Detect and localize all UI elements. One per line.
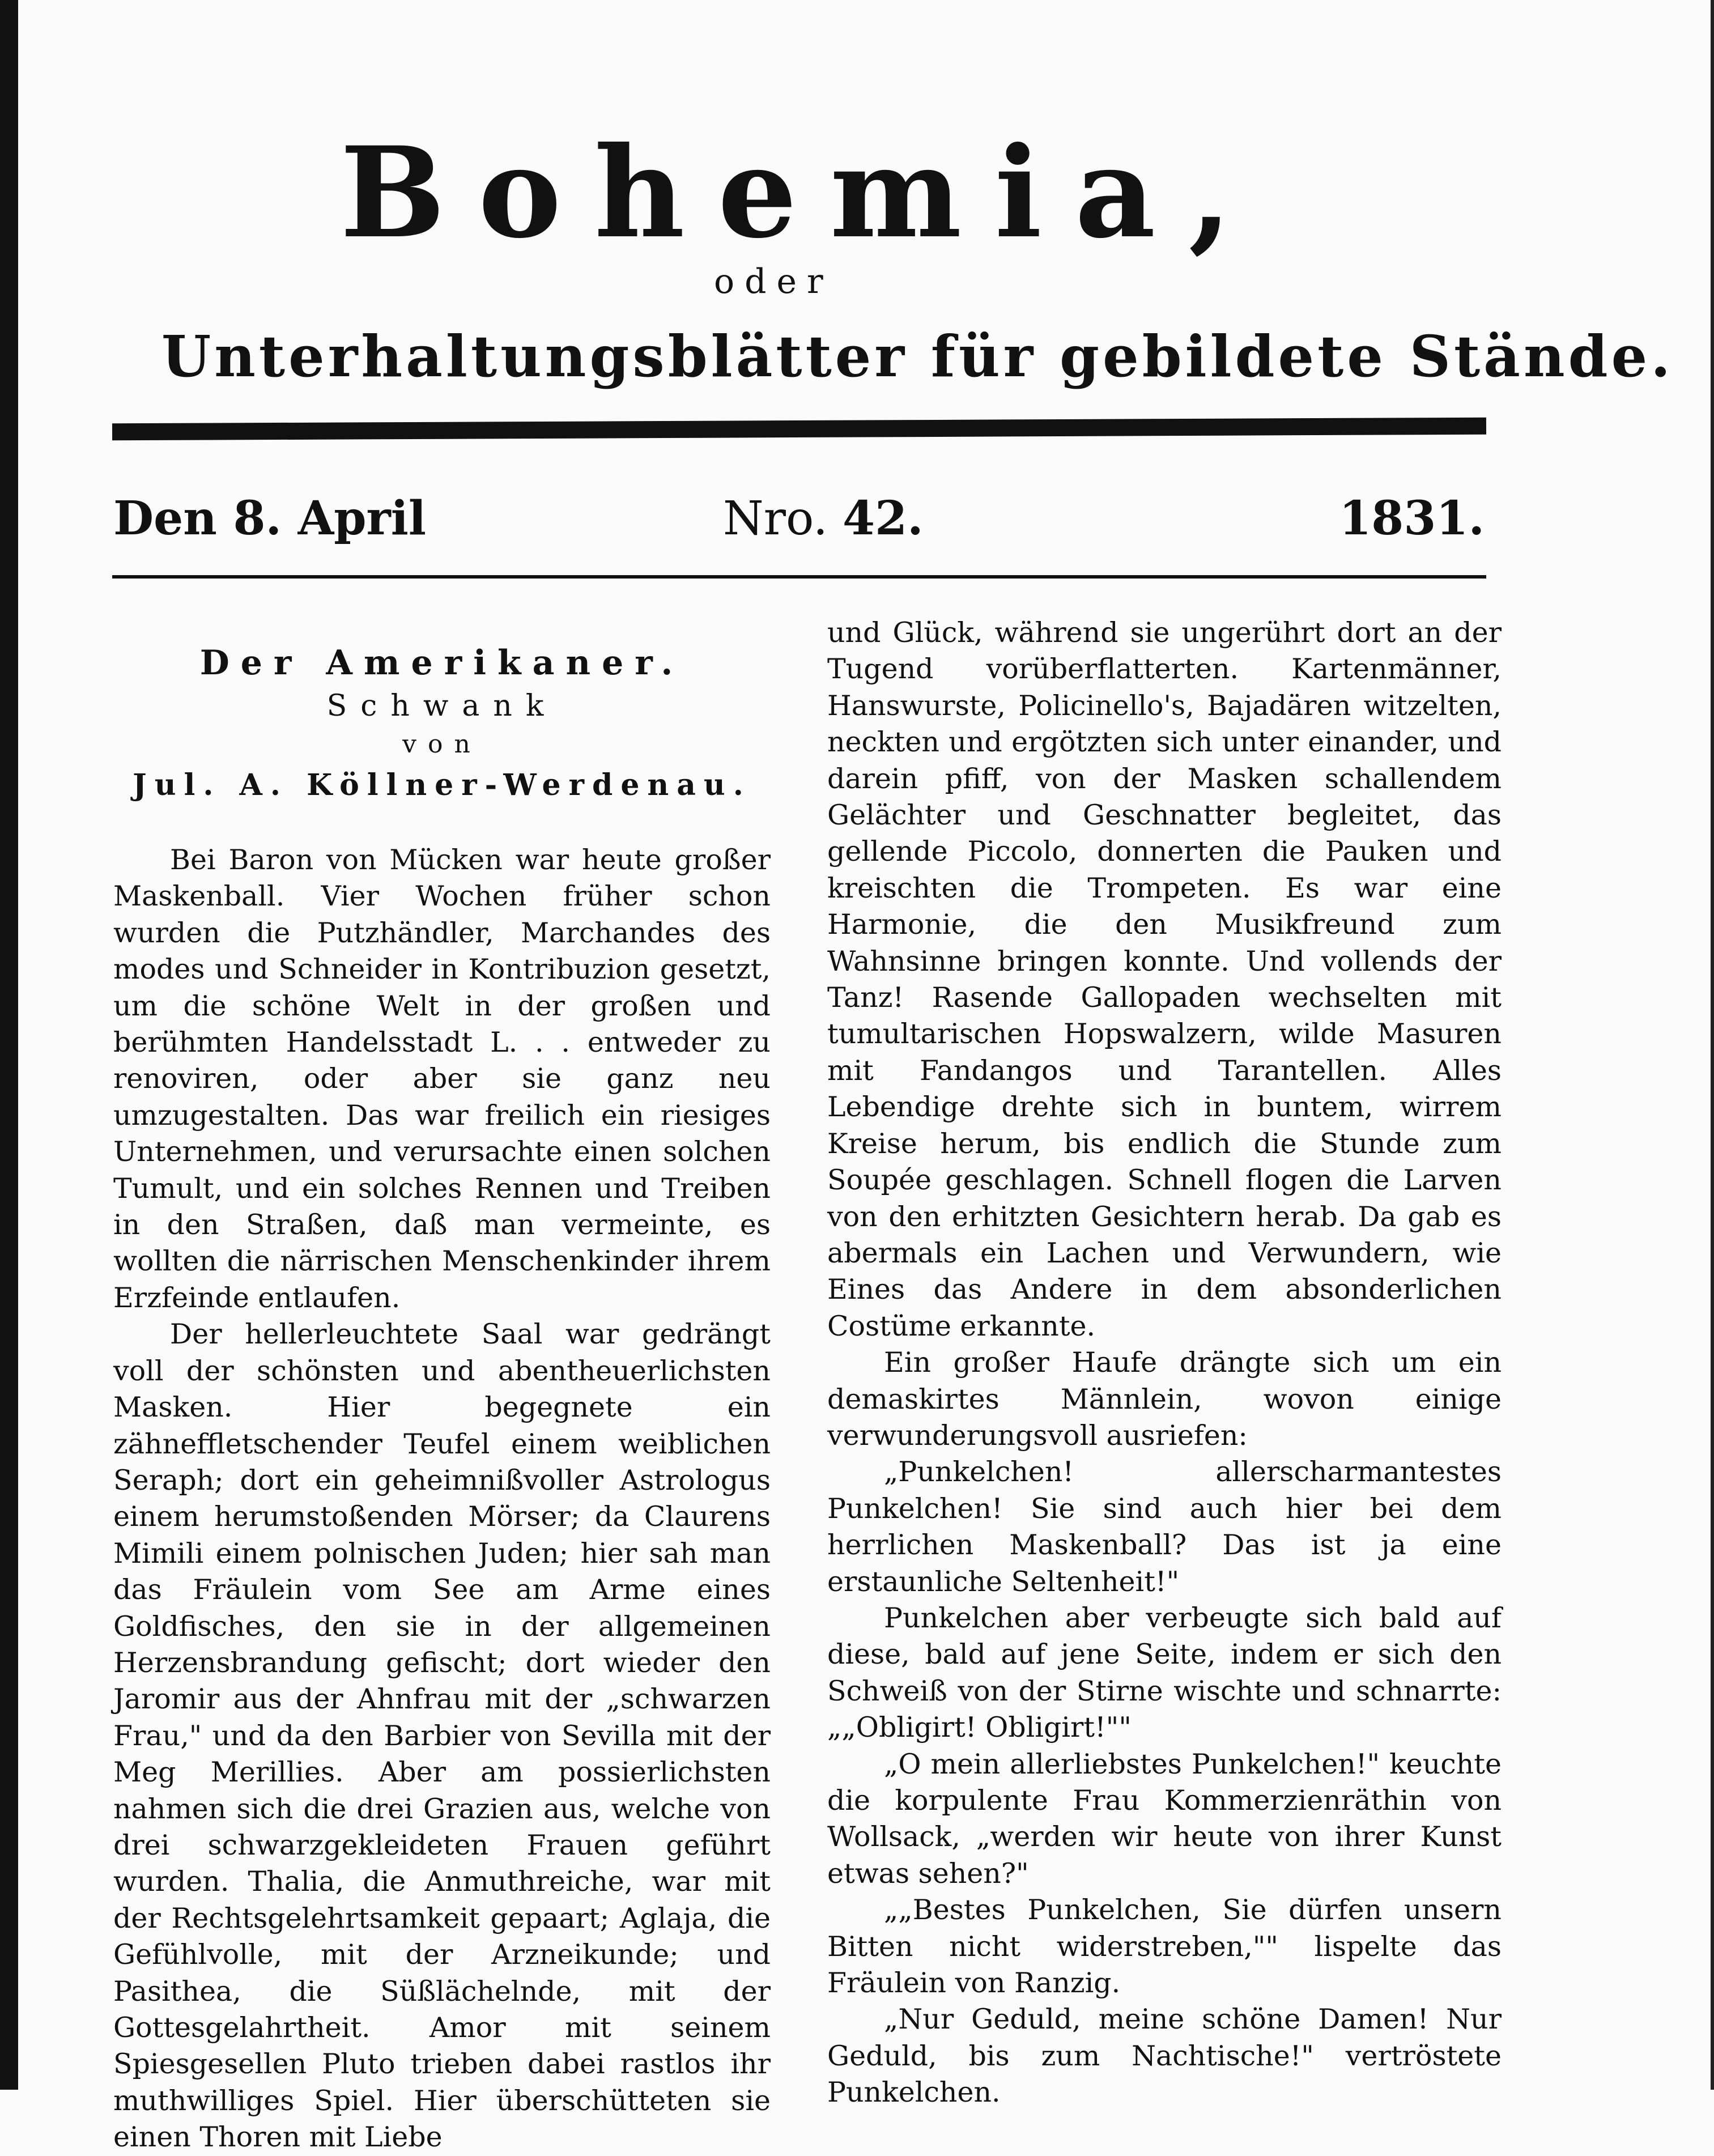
article-paragraph: „Nur Geduld, meine schöne Damen! Nur Geduld, bis zum Nachtische!" vertröstete Punkelchen. [827,2003,1502,2109]
article-author: Jul. A. Köllner-Werdenau. [133,768,751,802]
scan-binding-edge [0,0,18,2090]
column-right [827,615,1502,2111]
article-heading [113,640,771,808]
article-paragraph: „Punkelchen! allerscharmantestes Punkelchen! Sie sind auch hier bei dem herrlichen Maskenball? Das ist ja eine erstaunliche Seltenheit!" [827,1456,1502,1598]
issue-date: Den 8. April [113,491,427,546]
newspaper-subtitle: Unterhaltungsblätter für gebildete Stände. [161,323,1674,390]
masthead-connector: oder [714,262,833,301]
article-paragraph: und Glück, während sie ungerührt dort an der Tugend vorüberflatterten. Kartenmänner, Hanswurste, Policinello's, Bajadären witzelten, neckten und ergötzten sich unter einander, und darein pfiff, von der Masken schallendem Gelächter und Geschnatter begleitet, das gellende Piccolo, donnerten die Pauken und kreischten die Trompeten. Es war eine Harmonie, die den Musikfreund zum Wahnsinne bringen konnte. Und vollends der Tanz! Rasende Gallopaden wechselten mit tumultarischen Hopswalzern, wilde Masuren mit Fandangos und Tarantellen. Alles Lebendige drehte sich in buntem, wirrem Kreise herum, bis endlich die Stunde zum Soupée geschlagen. Schnell flogen die Larven von den erhitzten Gesichtern herab. Da gab es abermals ein Lachen und Verwundern, wie Eines das Andere in dem absonderlichen Costüme erkannte. [827,616,1502,1342]
masthead-rule-thick [112,418,1486,441]
article-paragraph: Ein großer Haufe drängte sich um ein demaskirtes Männlein, wovon einige verwunderungsvoll ausriefen: [827,1346,1502,1452]
article-paragraph: Der hellerleuchtete Saal war gedrängt voll der schönsten und abentheuerlichsten Masken. Hier begegnete ein zähneffletschender Teufel einem weiblichen Seraph; dort ein geheimnißvoller Astrologus einem herumstoßenden Mörser; da Claurens Mimili einem polnischen Juden; hier sah man das Fräulein vom See am Arme eines Goldfisches, den sie in der allgemeinen Herzensbrandung gefischt; dort wieder den Jaromir aus der Ahnfrau mit der „schwarzen Frau," und da den Barbier von Sevilla mit der Meg Merillies. Aber am possierlichsten nahmen sich die drei Grazien aus, welche von drei schwarzgekleideten Frauen geführt wurden. Thalia, die Anmuthreiche, war mit der Rechtsgelehrtsamkeit gepaart; Aglaja, die Gefühlvolle, mit der Arzneikunde; und Pasithea, die Süßlächelnde, mit der Gottesgelahrtheit. Amor mit seinem Spiesgesellen Pluto trieben dabei rastlos ihr muthwilliges Spiel. Hier überschütteten sie einen Thoren mit Liebe [113,1318,771,2154]
issue-year: 1831. [1339,491,1485,546]
article-paragraph: „„Bestes Punkelchen, Sie dürfen unsern Bitten nicht widerstreben,"" lispelte das Fräulein von Ranzig. [827,1894,1502,2000]
column-left [113,618,771,2156]
article-paragraph: Bei Baron von Mücken war heute großer Maskenball. Vier Wochen früher schon wurden die Putzhändler, Marchandes des modes und Schneider in Kontribuzion gesetzt, um die schöne Welt in der großen und berühmten Handelsstadt L. . . entweder zu renoviren, oder aber sie ganz neu umzugestalten. Das war freilich ein riesiges Unternehmen, und verursachte einen solchen Tumult, und ein solches Rennen und Treiben in den Straßen, daß man vermeinte, es wollten die närrischen Menschenkinder ihrem Erzfeinde entlaufen. [113,844,771,1314]
article-paragraph: „O mein allerliebstes Punkelchen!" keuchte die korpulente Frau Kommerzienräthin von Wollsack, „werden wir heute von ihrer Kunst etwas sehen?" [827,1747,1502,1890]
newspaper-title: Bohemia, [340,119,1265,266]
issue-number: 42. [843,491,924,546]
dateline [113,484,1485,552]
issue-number-label [723,484,924,553]
article-paragraph: Punkelchen aber verbeugte sich bald auf diese, bald auf jene Seite, indem er sich den Schweiß von der Stirne wischte und schnarrte: „„Obligirt! Obligirt!"" [827,1601,1502,1744]
dateline-rule [112,575,1486,579]
article-byline-von: von [402,730,482,759]
article-genre: Schwank [326,689,558,723]
article-title: Der Amerikaner. [199,643,684,683]
scan-right-edge [1711,0,1714,2090]
issue-prefix: Nro. [723,492,828,546]
